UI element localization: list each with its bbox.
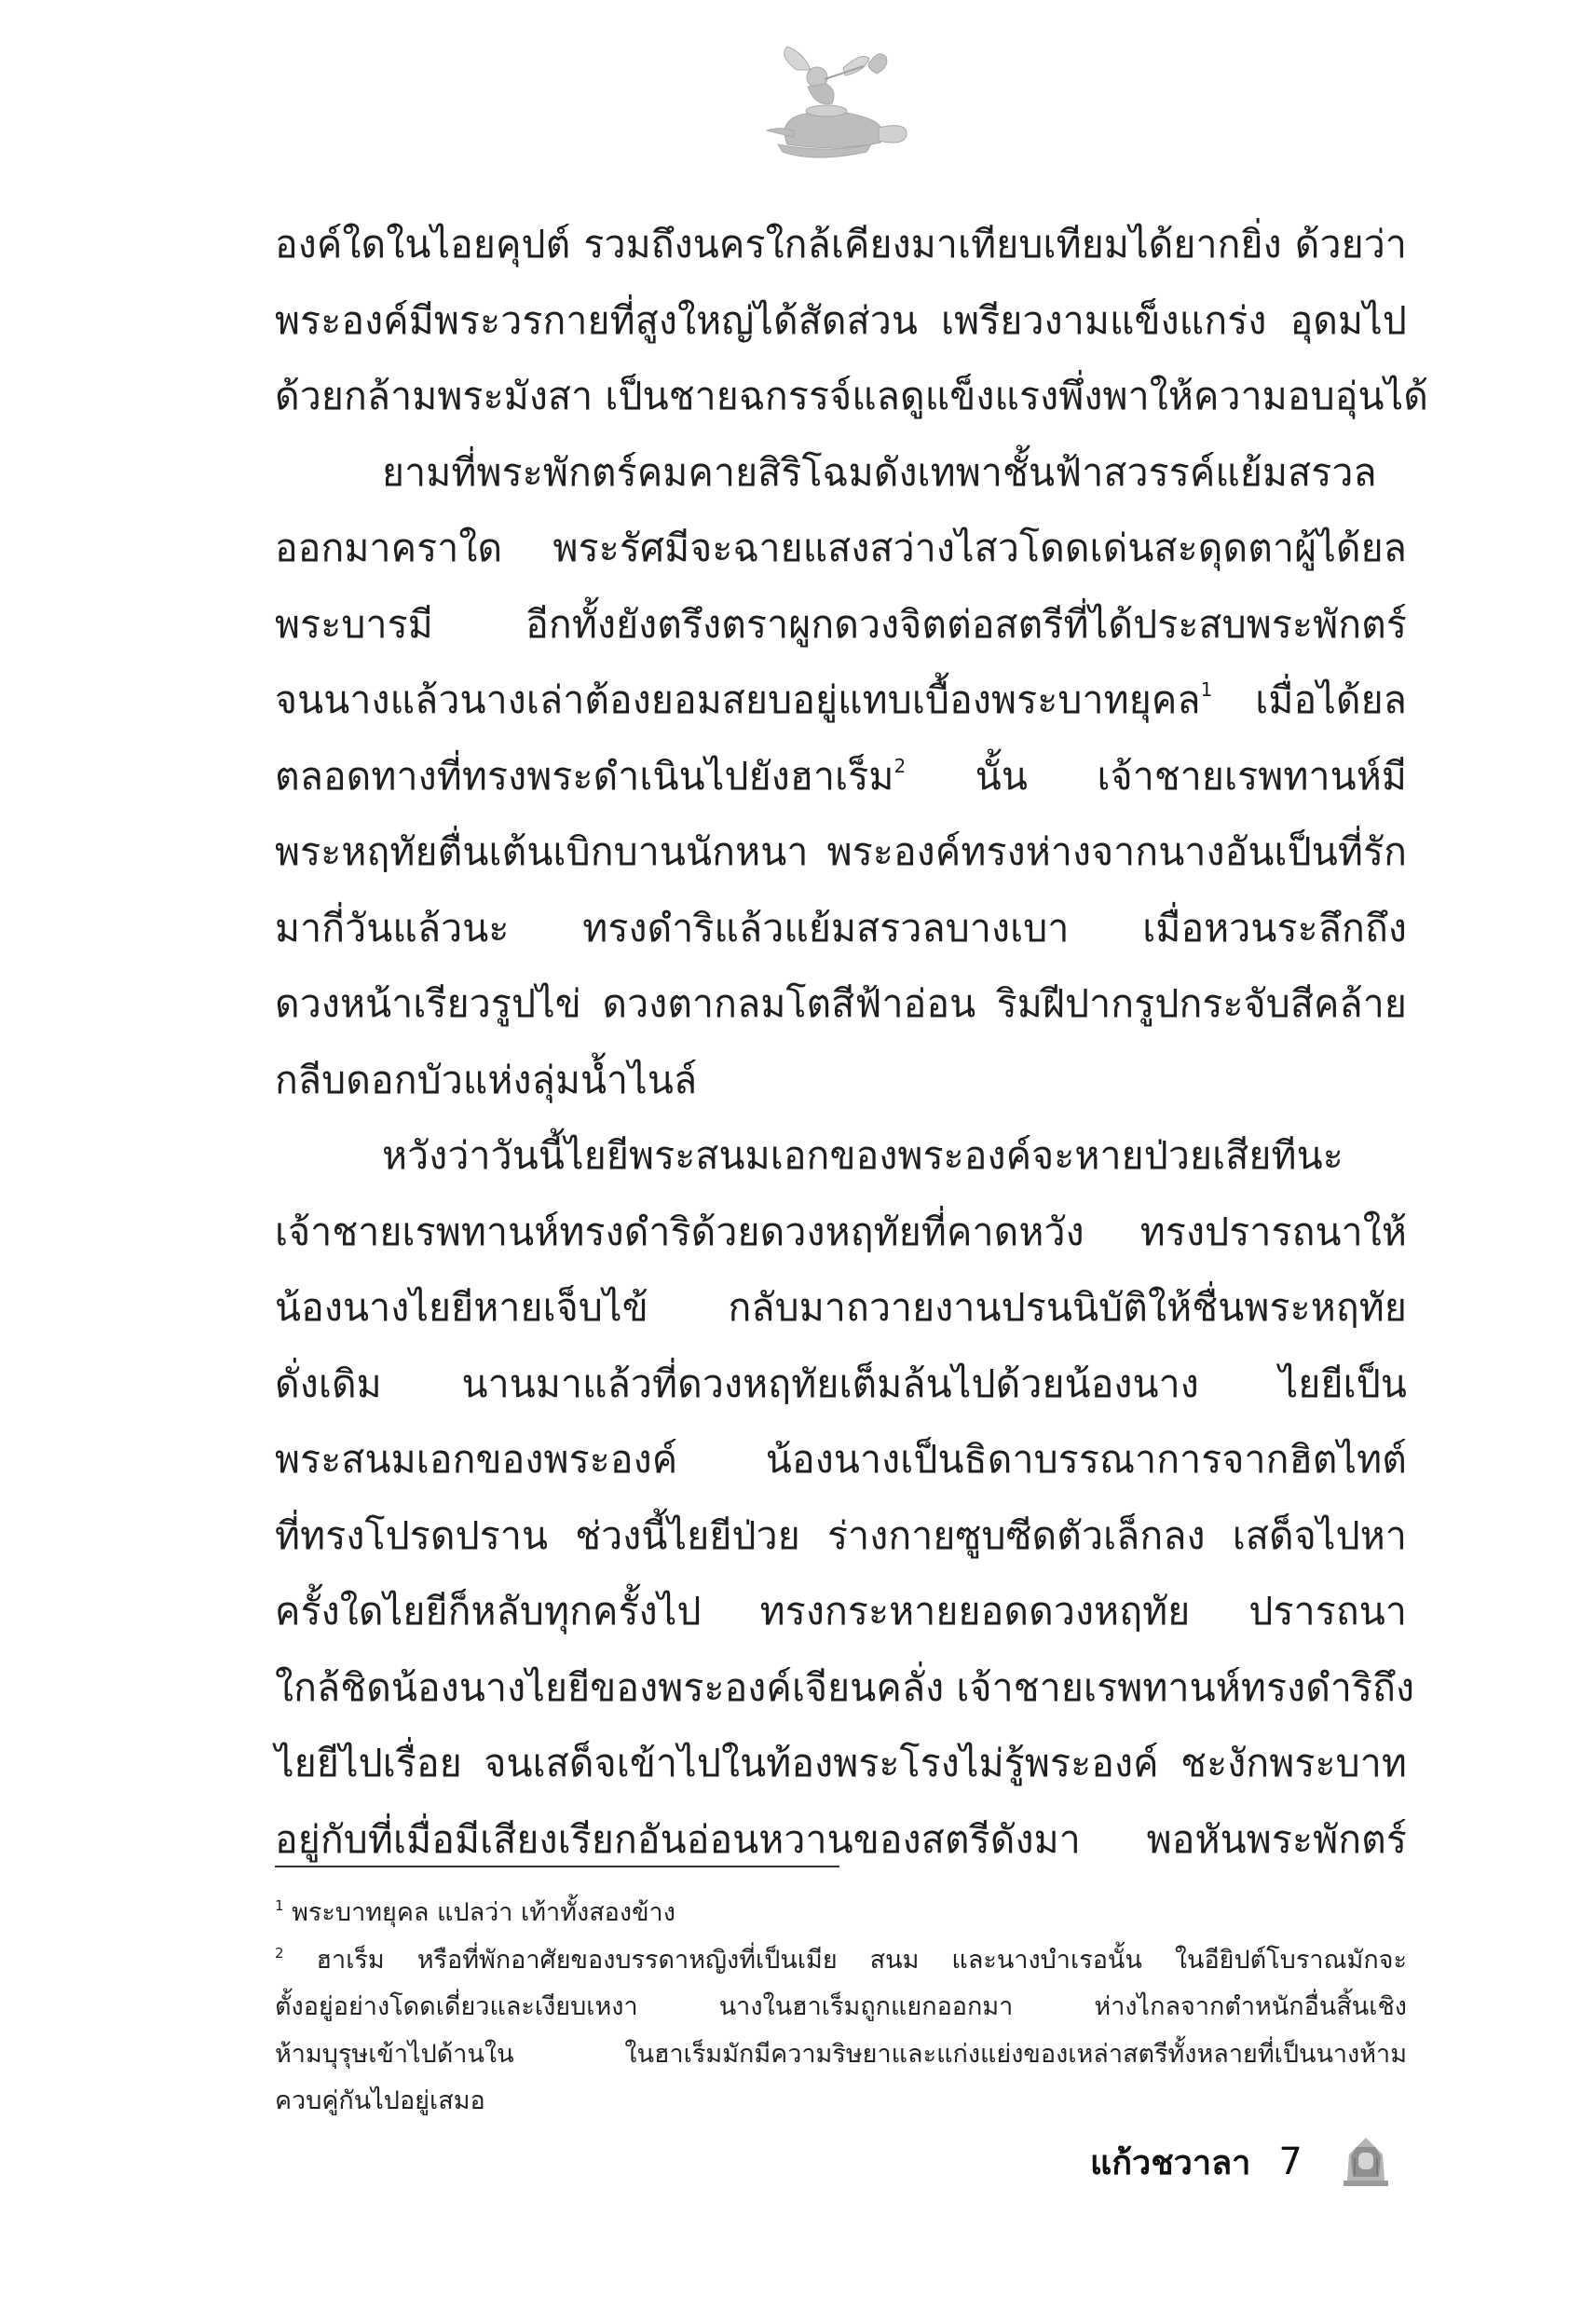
- footnote-1: $^1$ พระบาทยุคล แปลว่า เท้าทั้งสองข้าง: [275, 1897, 675, 1927]
- text-line: องค์ใดในไอยคุปต์ รวมถึงนครใกล้เคียงมาเทียบเทียมได้ยากยิ่ง ด้วยว่า: [275, 222, 1407, 267]
- text-line: น้องนางไยยีหายเจ็บไข้ กลับมาถวายงานปรนนิบัติให้ชื่นพระหฤทัย: [275, 1285, 1407, 1330]
- text-line: พระสนมเอกของพระองค์ น้องนางเป็นธิดาบรรณาการจากฮิตไทต์: [275, 1437, 1407, 1482]
- book-title: แก้วชวาลา: [1090, 2143, 1251, 2182]
- text-line: ไยยีไปเรื่อย จนเสด็จเข้าไปในท้องพระโรงไม่รู้พระองค์ ชะงักพระบาท: [275, 1741, 1407, 1785]
- text-line: ตลอดทางที่ทรงพระดำเนินไปยังฮาเร็ม$^2$ นั้น เจ้าชายเรพทานห์มี: [275, 753, 1407, 799]
- footnote-2: $^2$ ฮาเร็ม หรือที่พักอาศัยของบรรดาหญิงที่เป็นเมีย สนม และนางบำเรอนั้น ในอียิปต์โบราณมักจะ: [275, 1944, 1407, 1975]
- text-line: อยู่กับที่เมื่อมีเสียงเรียกอันอ่อนหวานของสตรีดังมา พอหันพระพักตร์: [275, 1816, 1407, 1862]
- text-line: พระองค์มีพระวรกายที่สูงใหญ่ได้สัดส่วน เพรียวงามแข็งแกร่ง อุดมไป: [275, 297, 1407, 343]
- page-footer: [1090, 2134, 1394, 2190]
- footnote-ref-2[interactable]: 2: [893, 754, 907, 777]
- cupid-lamp-logo-icon: [759, 42, 918, 172]
- text-line: ด้วยกล้ามพระมังสา เป็นชายฉกรรจ์แลดูแข็งแรงพึ่งพาให้ความอบอุ่นได้: [275, 374, 1429, 418]
- text-line: มากี่วันแล้วนะ ทรงดำริแล้วแย้มสรวลบางเบา เมื่อหวนระลึกถึง: [275, 905, 1407, 950]
- footnote-divider: [275, 1866, 839, 1867]
- sphinx-icon: [1338, 2134, 1394, 2190]
- footnote-ref-1[interactable]: 1: [1200, 678, 1213, 701]
- text-line: ดวงหน้าเรียวรูปไข่ ดวงตากลมโตสีฟ้าอ่อน ริมฝีปากรูปกระจับสีคล้าย: [275, 981, 1407, 1026]
- text-line: จนนางแล้วนางเล่าต้องยอมสยบอยู่แทบเบื้องพระบาทยุคล$^1$ เมื่อได้ยล: [275, 677, 1407, 722]
- text-line: หวังว่าวันนี้ไยยีพระสนมเอกของพระองค์จะหายป่วยเสียทีนะ: [382, 1133, 1344, 1178]
- text-line: พระหฤทัยตื่นเต้นเบิกบานนักหนา พระองค์ทรงห่างจากนางอันเป็นที่รัก: [275, 829, 1407, 874]
- body-text: [275, 207, 1429, 1878]
- text-line: ใกล้ชิดน้องนางไยยีของพระองค์เจียนคลั่ง เจ้าชายเรพทานห์ทรงดำริถึง: [275, 1664, 1415, 1710]
- text-line: พระบารมี อีกทั้งยังตรึงตราผูกดวงจิตต่อสตรีที่ได้ประสบพระพักตร์: [275, 601, 1407, 647]
- footnote-2-line: ตั้งอยู่อย่างโดดเดี่ยวและเงียบเหงา นางในฮาเร็มถูกแยกออกมา ห่างไกลจากตำหนักอื่นสิ้นเชิง: [275, 1992, 1407, 2021]
- footnote-2-line: ควบคู่กันไปอยู่เสมอ: [275, 2086, 485, 2115]
- text-line: ที่ทรงโปรดปราน ช่วงนี้ไยยีป่วย ร่างกายซูบซีดตัวเล็กลง เสด็จไปหา: [275, 1512, 1407, 1558]
- text-line: เจ้าชายเรพทานห์ทรงดำริด้วยดวงหฤทัยที่คาดหวัง ทรงปรารถนาให้: [275, 1209, 1407, 1254]
- footnote-2-line: ห้ามบุรุษเข้าไปด้านใน ในฮาเร็มมักมีความริษยาและแก่งแย่งของเหล่าสตรีทั้งหลายที่เป็นนางห้าม: [275, 2039, 1407, 2069]
- text-line: ดั่งเดิม นานมาแล้วที่ดวงหฤทัยเต็มล้นไปด้วยน้องนาง ไยยีเป็น: [275, 1361, 1407, 1406]
- page-number: 7: [1278, 2140, 1303, 2183]
- text-line: ออกมาคราใด พระรัศมีจะฉายแสงสว่างไสวโดดเด่นสะดุดตาผู้ได้ยล: [275, 526, 1407, 570]
- text-line: กลีบดอกบัวแห่งลุ่มน้ำไนล์: [275, 1057, 698, 1102]
- text-line: ครั้งใดไยยีก็หลับทุกครั้งไป ทรงกระหายยอดดวงหฤทัย ปรารถนา: [275, 1589, 1407, 1634]
- text-line: ยามที่พระพักตร์คมคายสิริโฉมดังเทพาชั้นฟ้าสวรรค์แย้มสรวล: [382, 449, 1377, 495]
- footnotes: [275, 1890, 1407, 2126]
